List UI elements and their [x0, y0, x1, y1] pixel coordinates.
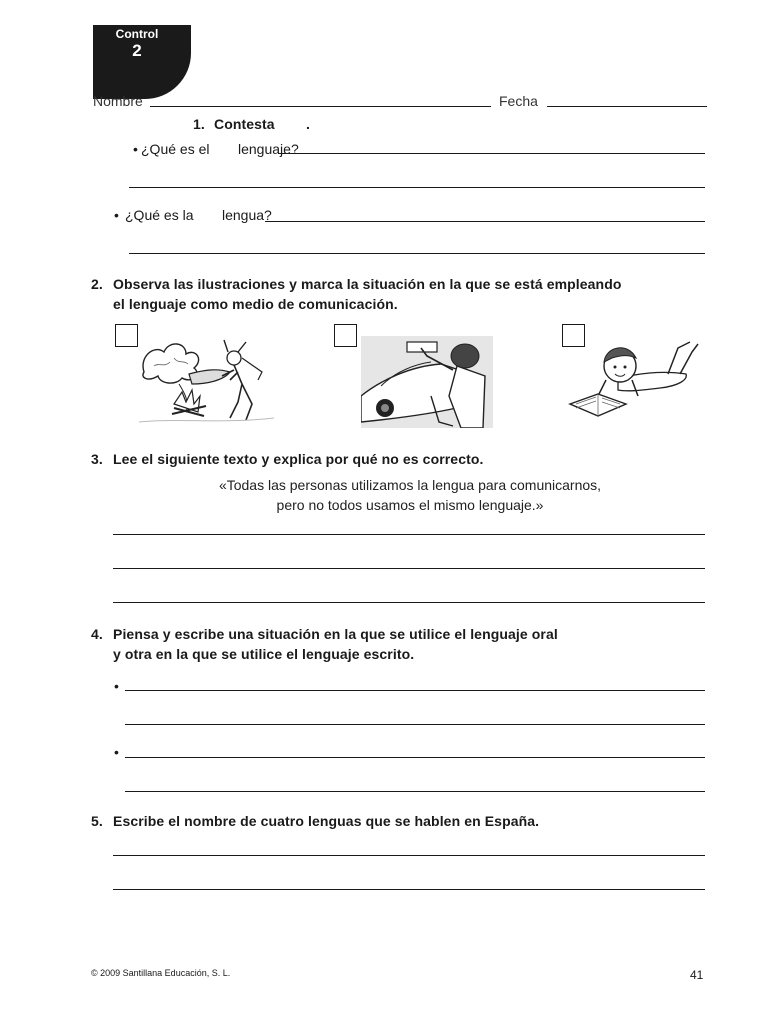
q4-line2: y otra en la que se utilice el lenguaje escrito.	[113, 646, 415, 662]
q3-quote-line1: «Todas las personas utilizamos la lengua para comunicarnos,	[218, 477, 602, 493]
q1-title: Contesta	[214, 116, 275, 132]
name-field[interactable]	[150, 106, 491, 107]
q3-number: 3.	[91, 451, 103, 467]
q1-bullet-a: •	[133, 141, 138, 157]
q4-bullet-written: •	[114, 744, 119, 760]
badge-label: Control	[115, 27, 159, 41]
date-field[interactable]	[547, 106, 707, 107]
q2-number: 2.	[91, 276, 103, 292]
answer-line[interactable]	[113, 534, 705, 535]
answer-line[interactable]	[265, 221, 705, 222]
q1-title-suffix: .	[306, 116, 310, 132]
q1-question-a-part2: lenguaje?	[238, 141, 299, 157]
q4-line1: Piensa y escribe una situación en la que se utilice el lenguaje oral	[113, 626, 558, 642]
q5-title: Escribe el nombre de cuatro lenguas que se hablen en España.	[113, 813, 540, 829]
badge-number: 2	[132, 41, 142, 60]
q2-line1: Observa las ilustraciones y marca la situación en la que se está empleando	[113, 276, 622, 292]
girl-reading-illustration	[568, 334, 700, 426]
name-label: Nombre	[93, 93, 143, 109]
q4-number: 4.	[91, 626, 103, 642]
q3-quote-line2: pero no todos usamos el mismo lenguaje.»	[276, 497, 544, 513]
q5-number: 5.	[91, 813, 103, 829]
answer-line[interactable]	[129, 187, 705, 188]
q1-bullet-b: •	[114, 207, 119, 223]
answer-line[interactable]	[129, 253, 705, 254]
answer-line[interactable]	[125, 690, 705, 691]
date-label: Fecha	[499, 93, 538, 109]
answer-line[interactable]	[113, 602, 705, 603]
q1-question-a-part1: ¿Qué es el	[141, 141, 210, 157]
answer-line[interactable]	[113, 855, 705, 856]
q4-bullet-oral: •	[114, 678, 119, 694]
answer-line[interactable]	[125, 791, 705, 792]
answer-line[interactable]	[125, 724, 705, 725]
smoke-signal-illustration	[134, 332, 284, 430]
copyright: © 2009 Santillana Educación, S. L.	[91, 968, 231, 978]
page-number: 41	[690, 968, 704, 982]
answer-line[interactable]	[278, 153, 705, 154]
taxi-hail-illustration	[361, 336, 493, 428]
q1-number: 1.	[193, 116, 205, 132]
q2-line2: el lenguaje como medio de comunicación.	[113, 296, 398, 312]
control-badge	[93, 25, 191, 99]
q3-title: Lee el siguiente texto y explica por qué no es correcto.	[113, 451, 484, 467]
q1-question-b-part2: lengua?	[222, 207, 272, 223]
answer-line[interactable]	[113, 568, 705, 569]
answer-line[interactable]	[113, 889, 705, 890]
q1-question-b-part1: ¿Qué es la	[125, 207, 194, 223]
checkbox-taxi[interactable]	[334, 324, 357, 347]
answer-line[interactable]	[125, 757, 705, 758]
